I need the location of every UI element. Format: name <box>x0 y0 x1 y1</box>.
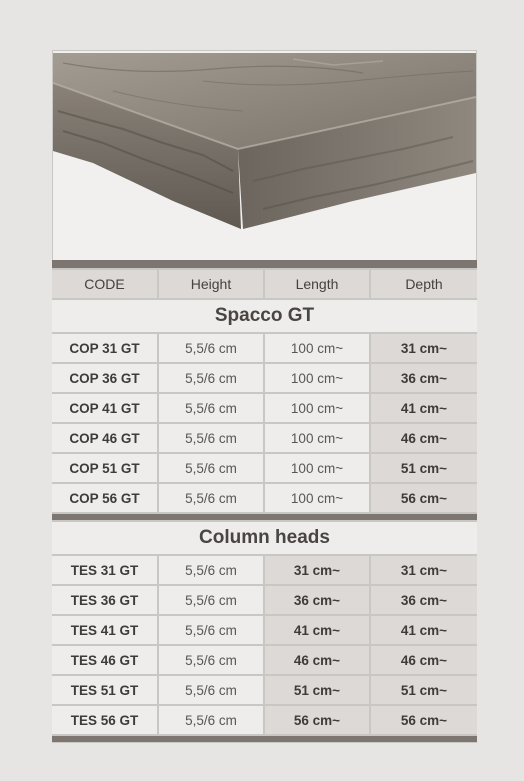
cell-code: COP 46 GT <box>52 424 157 452</box>
cell-height: 5,5/6 cm <box>159 424 263 452</box>
cell-length: 100 cm~ <box>265 394 369 422</box>
table-row <box>52 706 477 734</box>
cell-depth: 41 cm~ <box>371 616 477 644</box>
section-title-spacco: Spacco GT <box>52 300 477 332</box>
cell-depth: 31 cm~ <box>371 334 477 362</box>
cell-height: 5,5/6 cm <box>159 394 263 422</box>
table-bottom-bar <box>52 736 477 742</box>
table-row <box>52 556 477 584</box>
cell-depth: 36 cm~ <box>371 364 477 392</box>
cell-height: 5,5/6 cm <box>159 334 263 362</box>
cell-depth: 51 cm~ <box>371 454 477 482</box>
cell-length: 100 cm~ <box>265 454 369 482</box>
header-depth: Depth <box>371 270 477 298</box>
table-top-bar <box>52 260 477 268</box>
cell-height: 5,5/6 cm <box>159 706 263 734</box>
cell-length: 100 cm~ <box>265 424 369 452</box>
cell-length: 46 cm~ <box>265 646 369 674</box>
stone-slab-image <box>53 51 476 260</box>
cell-depth: 56 cm~ <box>371 484 477 512</box>
cell-height: 5,5/6 cm <box>159 646 263 674</box>
cell-depth: 31 cm~ <box>371 556 477 584</box>
cell-height: 5,5/6 cm <box>159 364 263 392</box>
cell-height: 5,5/6 cm <box>159 454 263 482</box>
section-title-column-heads: Column heads <box>52 522 477 554</box>
cell-depth: 56 cm~ <box>371 706 477 734</box>
cell-length: 100 cm~ <box>265 484 369 512</box>
cell-depth: 36 cm~ <box>371 586 477 614</box>
cell-code: TES 46 GT <box>52 646 157 674</box>
header-length: Length <box>265 270 369 298</box>
table-row <box>52 616 477 644</box>
cell-code: COP 41 GT <box>52 394 157 422</box>
cell-height: 5,5/6 cm <box>159 484 263 512</box>
cell-height: 5,5/6 cm <box>159 586 263 614</box>
cell-length: 41 cm~ <box>265 616 369 644</box>
table-row <box>52 586 477 614</box>
cell-code: TES 51 GT <box>52 676 157 704</box>
stone-slab-photo <box>53 51 476 260</box>
cell-depth: 46 cm~ <box>371 424 477 452</box>
cell-length: 51 cm~ <box>265 676 369 704</box>
cell-code: COP 56 GT <box>52 484 157 512</box>
cell-length: 36 cm~ <box>265 586 369 614</box>
cell-depth: 46 cm~ <box>371 646 477 674</box>
cell-depth: 51 cm~ <box>371 676 477 704</box>
cell-code: TES 31 GT <box>52 556 157 584</box>
cell-height: 5,5/6 cm <box>159 616 263 644</box>
cell-code: COP 36 GT <box>52 364 157 392</box>
product-card <box>52 50 477 743</box>
cell-code: TES 41 GT <box>52 616 157 644</box>
table-row <box>52 394 477 422</box>
cell-depth: 41 cm~ <box>371 394 477 422</box>
table-row <box>52 646 477 674</box>
cell-code: TES 36 GT <box>52 586 157 614</box>
cell-code: COP 51 GT <box>52 454 157 482</box>
cell-code: COP 31 GT <box>52 334 157 362</box>
cell-length: 31 cm~ <box>265 556 369 584</box>
cell-length: 100 cm~ <box>265 364 369 392</box>
table-row <box>52 364 477 392</box>
table-row <box>52 424 477 452</box>
cell-length: 56 cm~ <box>265 706 369 734</box>
section-divider <box>52 514 477 520</box>
table-row <box>52 454 477 482</box>
table-row <box>52 676 477 704</box>
table-row <box>52 484 477 512</box>
size-table <box>52 260 477 742</box>
table-header-row <box>52 270 477 298</box>
header-height: Height <box>159 270 263 298</box>
table-row <box>52 334 477 362</box>
cell-code: TES 56 GT <box>52 706 157 734</box>
cell-length: 100 cm~ <box>265 334 369 362</box>
cell-height: 5,5/6 cm <box>159 676 263 704</box>
cell-height: 5,5/6 cm <box>159 556 263 584</box>
header-code: CODE <box>52 270 157 298</box>
